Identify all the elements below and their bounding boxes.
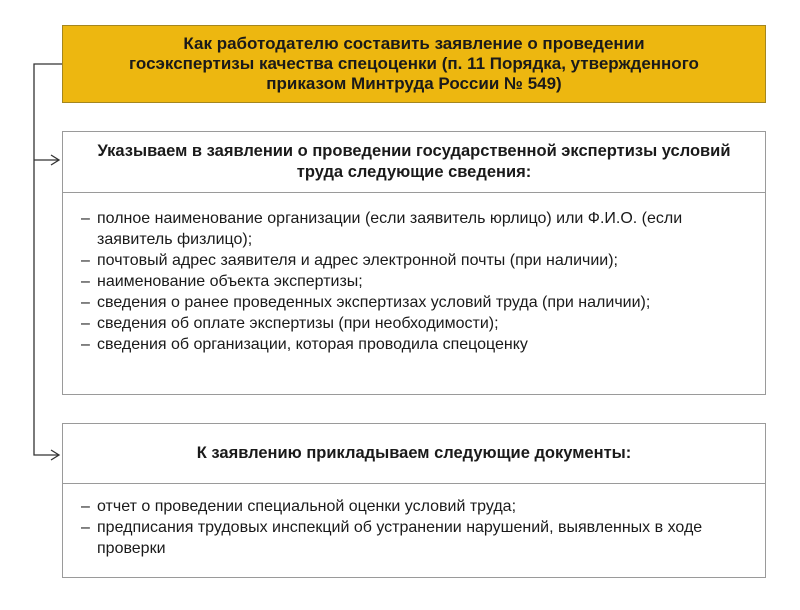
list-item-text: отчет о проведении специальной оценки условий труда;	[97, 498, 517, 515]
list-item	[63, 292, 765, 313]
list-item	[63, 208, 765, 250]
connector-line	[34, 64, 62, 455]
attached-documents-section	[62, 423, 766, 578]
list-item	[63, 334, 765, 355]
list-item-text: полное наименование организации (если заявитель юрлицо) или Ф.И.О. (если заявитель физлицо);	[97, 210, 683, 248]
section-header: Указываем в заявлении о проведении государственной экспертизы условий труда следующие сведения:	[63, 132, 765, 193]
list-item	[63, 250, 765, 271]
list-item-text: сведения об организации, которая проводила спецоценку	[97, 336, 528, 353]
list-item-text: предписания трудовых инспекций об устранении нарушений, выявленных в ходе проверки	[97, 519, 703, 557]
diagram-title: Как работодателю составить заявление о проведении госэкспертизы качества спецоценки (п. 11 Порядка, утвержденного приказом Минтруда России № 549)	[129, 34, 699, 93]
dash-bullet: –	[81, 210, 90, 227]
dash-bullet: –	[81, 273, 90, 290]
list-item-text: наименование объекта экспертизы;	[97, 273, 363, 290]
list-item	[63, 313, 765, 334]
list-item-text: сведения о ранее проведенных экспертизах условий труда (при наличии);	[97, 294, 651, 311]
arrow-head-icon	[51, 155, 59, 165]
arrow-head-icon	[51, 450, 59, 460]
list-item	[63, 517, 765, 559]
section-header: К заявлению прикладываем следующие документы:	[63, 424, 765, 484]
diagram-title-box	[62, 25, 766, 103]
application-details-section	[62, 131, 766, 395]
dash-bullet: –	[81, 315, 90, 332]
dash-bullet: –	[81, 294, 90, 311]
details-list	[63, 193, 765, 355]
dash-bullet: –	[81, 498, 90, 515]
dash-bullet: –	[81, 519, 90, 536]
list-item-text: сведения об оплате экспертизы (при необходимости);	[97, 315, 499, 332]
dash-bullet: –	[81, 252, 90, 269]
list-item	[63, 496, 765, 517]
documents-list	[63, 484, 765, 559]
list-item-text: почтовый адрес заявителя и адрес электронной почты (при наличии);	[97, 252, 618, 269]
list-item	[63, 271, 765, 292]
dash-bullet: –	[81, 336, 90, 353]
